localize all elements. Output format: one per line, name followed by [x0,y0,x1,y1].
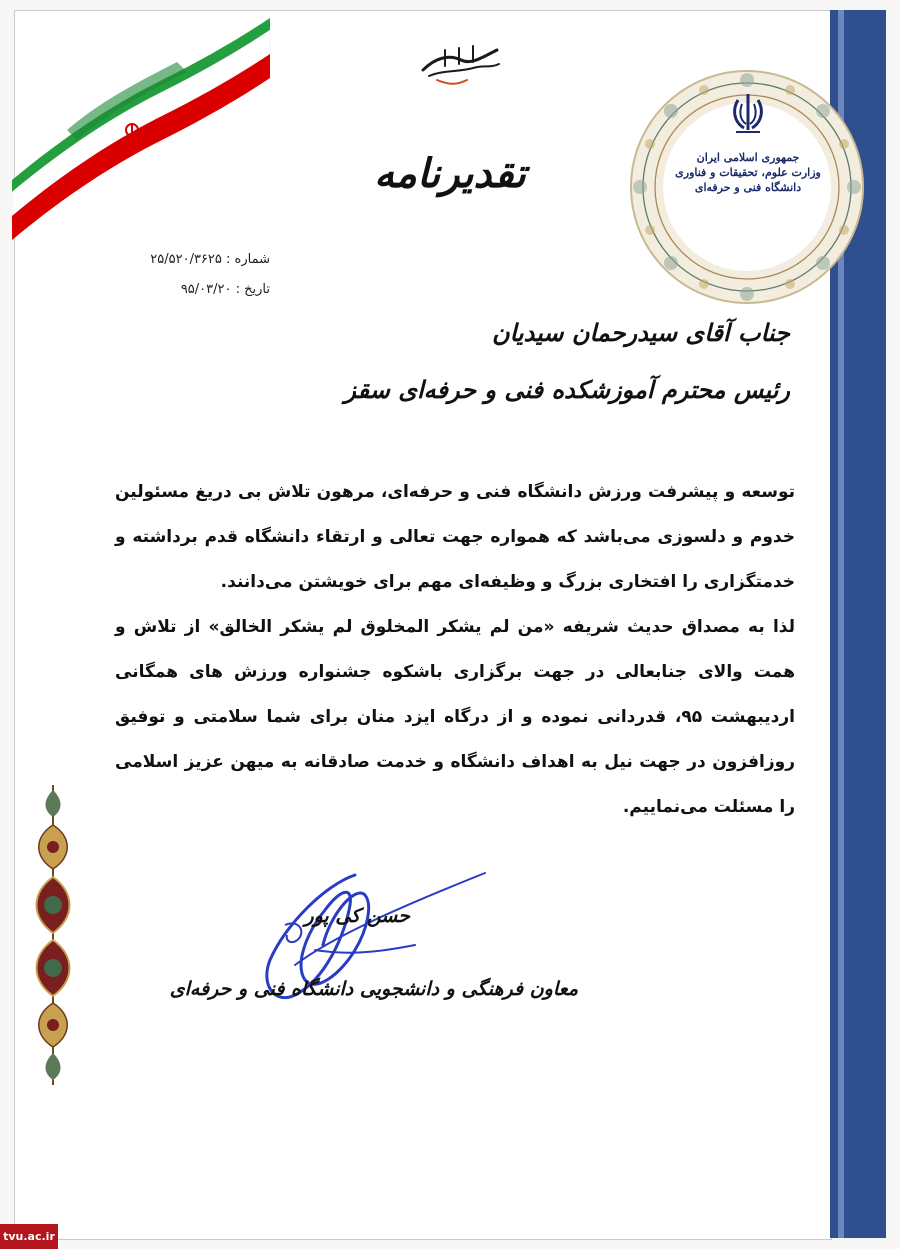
iran-emblem-icon [730,92,766,136]
body-paragraph-2: لذا به مصداق حدیث شریفه «من لم یشکر المخلوق لم یشکر الخالق» از تلاش و همت والای جنابعالی در جهت برگزاری باشکوه جشنواره ورزش های همگانی اردیبهشت ۹۵، قدردانی نموده و از درگاه ایزد منان برای شما سلامتی و توفیق روزافزون در جهت نیل به اهداف دانشگاه و خدمت صادقانه به میهن عزیز اسلامی را مسئلت می‌نماییم. [115,617,795,817]
signer-title: معاون فرهنگی و دانشجویی دانشگاه فنی و حرفه‌ای [169,978,578,1000]
emblem-line-1: جمهوری اسلامی ایران [696,151,800,164]
emblem-line-2: وزارت علوم، تحقیقات و فناوری [675,166,821,179]
document-number: شماره : ۲۵/۵۲۰/۳۶۲۵ [150,252,270,267]
document-date: تاریخ : ۹۵/۰۳/۲۰ [180,282,270,297]
emblem-line-3: دانشگاه فنی و حرفه‌ای [694,181,802,194]
site-watermark: tvu.ac.ir [0,1224,58,1249]
body-text [115,470,795,830]
document-title: تقدیرنامه [374,150,526,197]
recipient-title: رئیس محترم آموزشکده فنی و حرفه‌ای سقز [344,375,790,404]
recipient-name: جناب آقای سیدرحمان سیدیان [491,318,790,347]
emblem-text [668,150,828,195]
body-paragraph-1: توسعه و پیشرفت ورزش دانشگاه فنی و حرفه‌ای، مرهون تلاش بی دریغ مسئولین خدوم و دلسوزی می‌باشد که همواره جهت تعالی و ارتقاء دانشگاه قدم برداشته و خدمتگزاری را افتخاری بزرگ و وظیفه‌ای مهم برای خویشتن می‌دانند. [115,482,795,592]
signer-name: حسن کی پور [304,905,410,927]
ornament-column-icon [26,785,80,1085]
iran-flag-icon [12,10,272,250]
basmala-calligraphy-icon [415,40,505,88]
